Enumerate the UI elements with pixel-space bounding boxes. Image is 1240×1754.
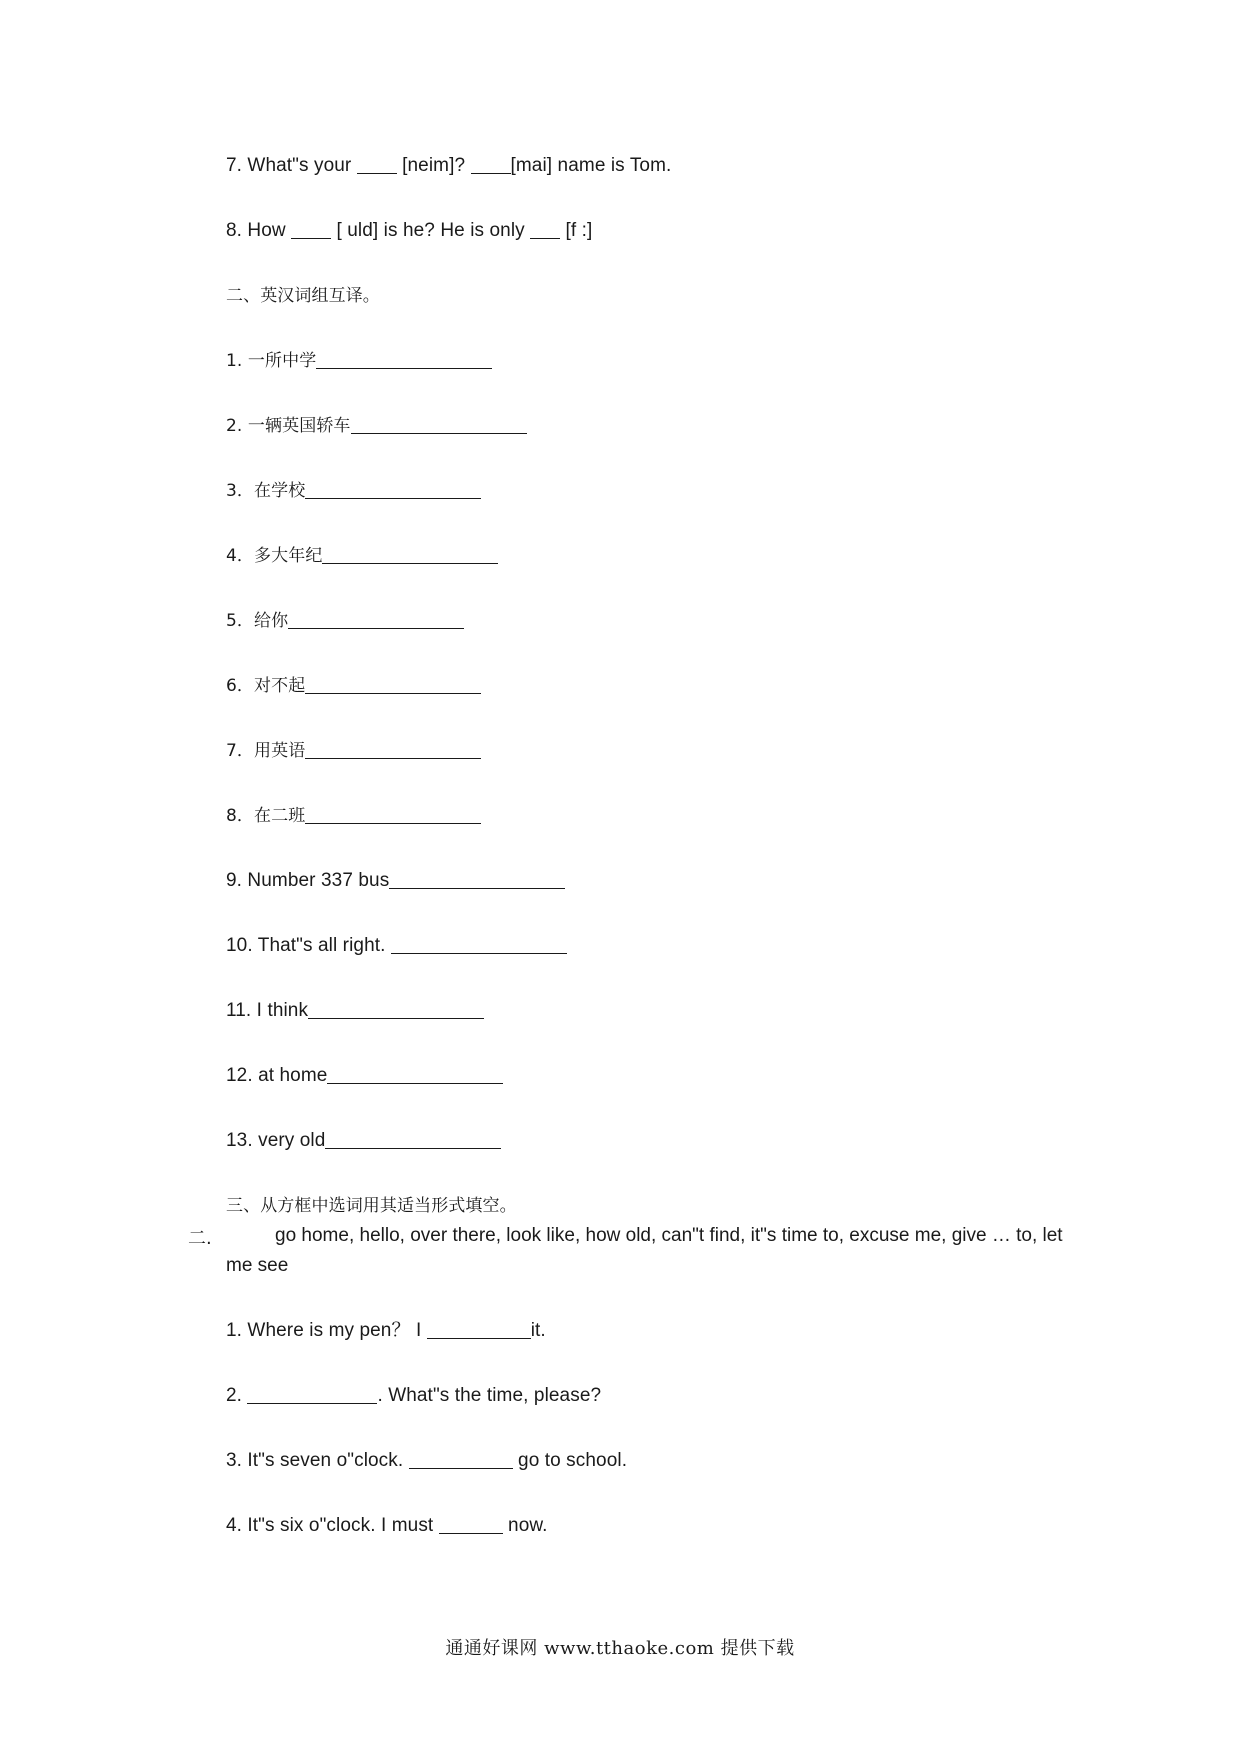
- fill-blank-item-1: [226, 1319, 546, 1343]
- phonetic-item-8-part3: [f :]: [560, 220, 593, 241]
- answer-blank[interactable]: [391, 935, 567, 954]
- translation-item-text: 5．给你: [226, 611, 289, 631]
- translation-item-text: 9. Number 337 bus: [226, 870, 390, 891]
- answer-blank[interactable]: [308, 1000, 484, 1019]
- answer-blank[interactable]: [305, 480, 481, 499]
- fill-blank-item-4: [226, 1514, 548, 1538]
- answer-blank[interactable]: [471, 155, 511, 174]
- translation-item-text: 13. very old: [226, 1130, 326, 1151]
- phonetic-item-7-part2: [neim]?: [396, 155, 471, 176]
- translation-item-text: 7．用英语: [226, 741, 306, 761]
- translation-item: [226, 349, 492, 373]
- answer-blank[interactable]: [351, 415, 527, 434]
- translation-item: [226, 934, 567, 958]
- fill-blank-text-before: 3. It"s seven o"clock.: [226, 1450, 409, 1471]
- answer-blank[interactable]: [322, 545, 498, 564]
- translation-item-text: 4．多大年纪: [226, 546, 323, 566]
- list-marker: 二.: [188, 1228, 212, 1249]
- answer-blank[interactable]: [288, 610, 464, 629]
- answer-blank[interactable]: [305, 675, 481, 694]
- answer-blank[interactable]: [291, 220, 331, 239]
- answer-blank[interactable]: [316, 350, 492, 369]
- phonetic-item-8-part1: 8. How: [226, 220, 292, 241]
- answer-blank[interactable]: [325, 1130, 501, 1149]
- answer-blank[interactable]: [305, 805, 481, 824]
- phonetic-item-8-part2: [ uld] is he? He is only: [331, 220, 531, 241]
- answer-blank[interactable]: [247, 1385, 377, 1404]
- translation-item-text: 8．在二班: [226, 806, 306, 826]
- answer-blank[interactable]: [305, 740, 481, 759]
- translation-item: [226, 609, 464, 633]
- answer-blank[interactable]: [427, 1320, 531, 1339]
- answer-blank[interactable]: [409, 1450, 513, 1469]
- fill-blank-text-before: 1. Where is my pen？ I: [226, 1320, 427, 1341]
- translation-item-text: 2. 一辆英国轿车: [226, 416, 351, 436]
- fill-blank-text-after: it.: [530, 1320, 546, 1341]
- answer-blank[interactable]: [357, 155, 397, 174]
- translation-item-text: 1. 一所中学: [226, 351, 317, 371]
- fill-blank-text-after: . What"s the time, please?: [377, 1385, 602, 1406]
- fill-blank-text-before: 2.: [226, 1385, 248, 1406]
- translation-item: [226, 544, 498, 568]
- phonetic-item-8: [226, 219, 592, 243]
- translation-item: [226, 414, 527, 438]
- translation-item-text: 12. at home: [226, 1065, 328, 1086]
- translation-item: [226, 1064, 503, 1088]
- translation-item: [226, 869, 565, 893]
- phonetic-item-7-part3: [mai] name is Tom.: [510, 155, 672, 176]
- translation-item: [226, 739, 481, 763]
- section-3-heading: 三、从方框中选词用其适当形式填空。: [226, 1196, 517, 1216]
- page-footer: 通通好课网 www.tthaoke.com 提供下载: [445, 1638, 795, 1659]
- answer-blank[interactable]: [327, 1065, 503, 1084]
- phonetic-item-7: [226, 154, 671, 178]
- fill-blank-text-before: 4. It"s six o"clock. I must: [226, 1515, 439, 1536]
- word-box-line-2: me see: [226, 1255, 289, 1276]
- answer-blank[interactable]: [439, 1515, 503, 1534]
- phonetic-item-7-part1: 7. What"s your: [226, 155, 357, 176]
- fill-blank-item-2: [226, 1384, 601, 1408]
- answer-blank[interactable]: [389, 870, 565, 889]
- answer-blank[interactable]: [530, 220, 560, 239]
- section-2-heading: 二、英汉词组互译。: [226, 286, 380, 306]
- fill-blank-text-after: go to school.: [512, 1450, 628, 1471]
- translation-item-text: 6．对不起: [226, 676, 306, 696]
- translation-item: [226, 999, 484, 1023]
- fill-blank-item-3: [226, 1449, 627, 1473]
- word-box-line-1: go home, hello, over there, look like, how old, can"t find, it"s time to, excuse me, give … to, let: [275, 1225, 1063, 1246]
- translation-item: [226, 674, 481, 698]
- translation-item: [226, 804, 481, 828]
- translation-item-text: 11. I think: [226, 1000, 309, 1021]
- translation-item: [226, 479, 481, 503]
- translation-item-text: 3．在学校: [226, 481, 306, 501]
- translation-item-text: 10. That"s all right.: [226, 935, 391, 956]
- translation-item: [226, 1129, 501, 1153]
- fill-blank-text-after: now.: [502, 1515, 548, 1536]
